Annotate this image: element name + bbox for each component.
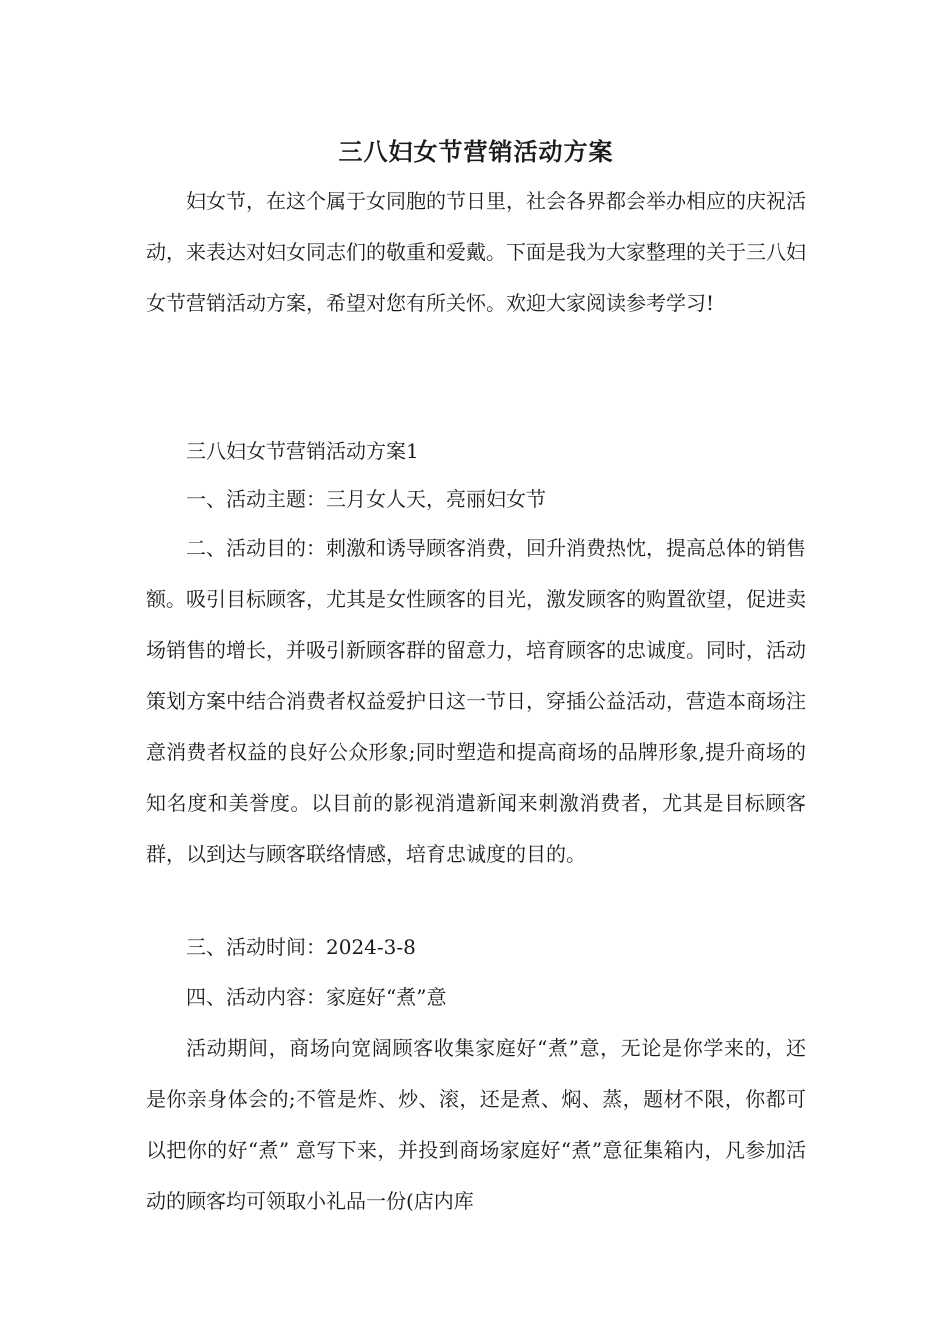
section-title: 三八妇女节营销活动方案1 [186, 439, 419, 463]
activity-time: 三、活动时间：2024-3-8 [186, 935, 416, 959]
intro-paragraph: 妇女节，在这个属于女同胞的节日里，社会各界都会举办相应的庆祝活动，来表达对妇女同志们的敬重和爱戴。下面是我为大家整理的关于三八妇女节营销活动方案，希望对您有所关怀。欢迎大家阅读参考学习! [146, 189, 806, 315]
activity-purpose: 二、活动目的：刺激和诱导顾客消费，回升消费热忱，提高总体的销售额。吸引目标顾客，尤其是女性顾客的目光，激发顾客的购置欲望，促进卖场销售的增长，并吸引新顾客群的留意力，培育顾客的忠诚度。同时，活动策划方案中结合消费者权益爱护日这一节日，穿插公益活动，营造本商场注意消费者权益的良好公众形象;同时塑造和提高商场的品牌形象,提升商场的知名度和美誉度。以目前的影视消遣新闻来刺激消费者，尤其是目标顾客群，以到达与顾客联络情感，培育忠诚度的目的。 [146, 536, 806, 866]
document-title: 三八妇女节营销活动方案 [338, 137, 614, 166]
activity-theme: 一、活动主题：三月女人天，亮丽妇女节 [186, 487, 546, 511]
activity-content-heading: 四、活动内容：家庭好“煮”意 [186, 985, 447, 1009]
activity-content-body: 活动期间，商场向宽阔顾客收集家庭好“煮”意，无论是你学来的，还是你亲身体会的;不管是炸、炒、滚，还是煮、焖、蒸，题材不限，你都可以把你的好“煮” 意写下来，并投到商场家庭好“煮”意征集箱内，凡参加活动的顾客均可领取小礼品一份(店内库 [146, 1036, 806, 1213]
